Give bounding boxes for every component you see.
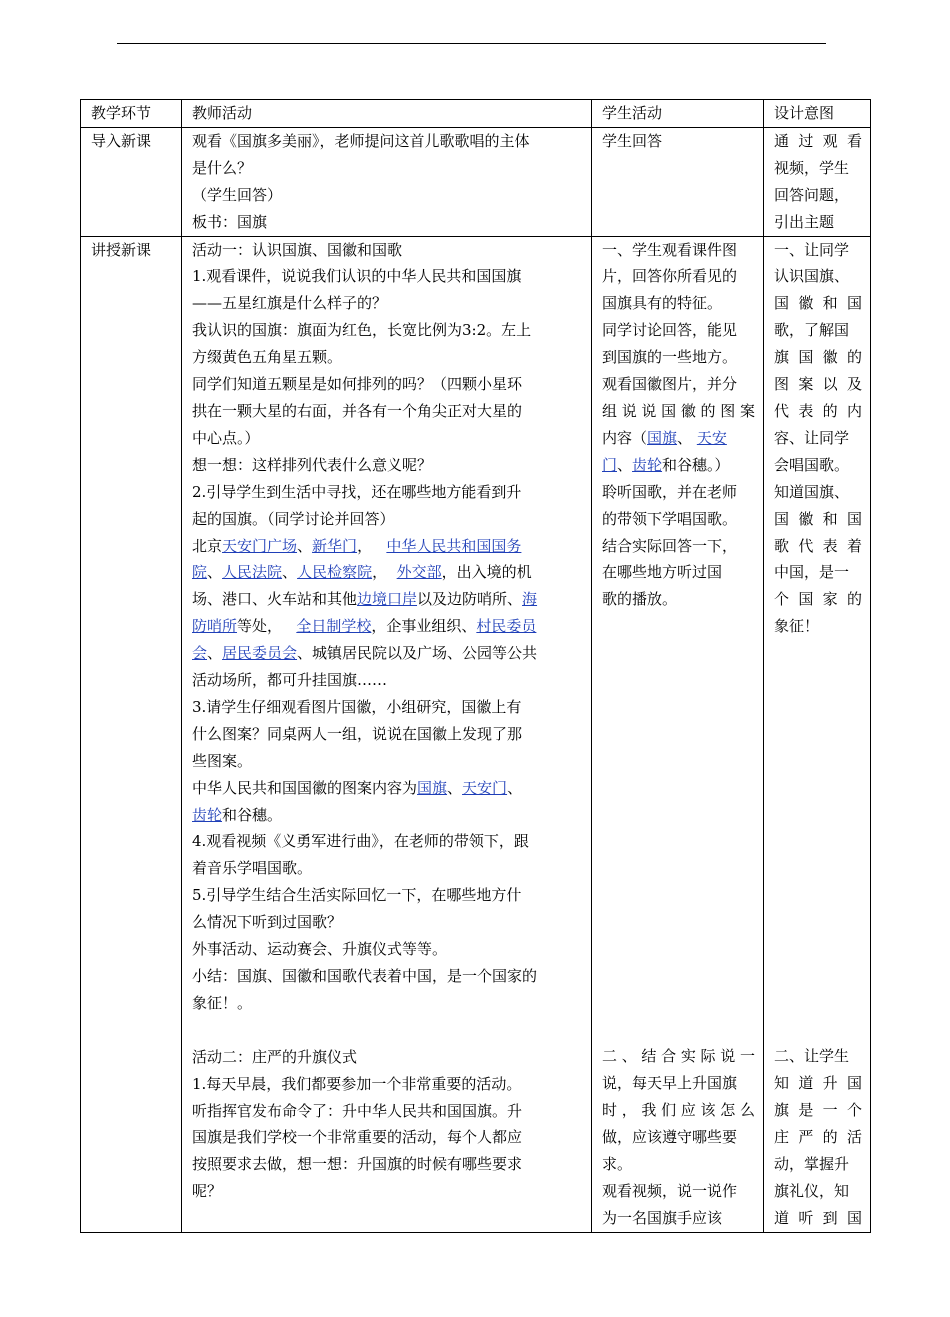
intro-stage: 导入新课 (81, 127, 182, 236)
link-villagers-committee[interactable]: 村民委员 (476, 617, 537, 636)
link-gear[interactable]: 齿轮 (192, 805, 223, 824)
link-border-port[interactable]: 边境口岸 (357, 590, 418, 609)
link-coastal-post[interactable]: 海 (522, 590, 538, 609)
intro-design: 通过观看 视频，学生 回答问题， 引出主题 (764, 127, 871, 236)
lecture-teacher: 活动一：认识国旗、国徽和国歌 1.观看课件，说说我们认识的中华人民共和国国旗 ——五星红旗是什么样子的？ 我认识的国旗：旗面为红色，长宽比例为3:2。左上 方缀黄色五角星五颗。 同学们知道五颗星是如何排列的吗？（四颗小星环 拱在一颗大星的右面，并各有一个角尖正对大星的 中心点。） 想一想：这样排列代表什么意义呢？ 2.引导学生到生活中寻找，还在哪些地方能看到升 起的国旗。（同学讨论并回答） 北京天安门广场、新华门， 中华人民共和国国务 院、人民法院、人民检察院， 外交部，出入境的机 场、港口、火车站和其他边境口岸以及边防哨所、海 防哨所等处， 全日制学校，企事业组织、村民委员 会、居民委员会、城镇居民院以及广场、公园等公共 活动场所，都可升挂国旗…… 3.请学生仔细观看图片国徽，小组研究，国徽上有 什么图案？同桌两人一组，说说在国徽上发现了那 些图案。 中华人民共和国国徽的图案内容为国旗、天安门、 齿轮和谷穗。 4.观看视频《义勇军进行曲》，在老师的带领下，跟 着音乐学唱国歌。 5.引导学生结合生活实际回忆一下，在哪些地方什 么情况下听到过国歌？ 外事活动、运动赛会、升旗仪式等等。 小结：国旗、国徽和国歌代表着中国，是一个国家的 象征！。 活动二：庄严的升旗仪式 1.每天早晨，我们都要参加一个非常重要的活动。 听指挥官发布命令了：升中华人民共和国国旗。升 国旗是我们学校一个非常重要的活动，每个人都应 按照要求去做，想一想：升国旗的时候有哪些要求 呢？ (182, 236, 592, 1233)
link-procuratorate[interactable]: 人民检察院 (297, 563, 373, 582)
header-row (81, 100, 871, 128)
header-rule (117, 43, 826, 44)
link-coastal-post-cont[interactable]: 防哨所 (192, 617, 238, 636)
lesson-plan-table (80, 99, 871, 1233)
header-design: 设计意图 (764, 100, 871, 128)
intro-row (81, 127, 871, 236)
lecture-stage: 讲授新课 (81, 236, 182, 1233)
student-link-gear[interactable]: 齿轮 (632, 455, 663, 474)
link-fulltime-school[interactable]: 全日制学校 (296, 617, 372, 636)
link-state-council[interactable]: 中华人民共和国国务 (386, 536, 522, 555)
link-tiananmen-square[interactable]: 天安门广场 (222, 536, 298, 555)
link-residents-committee[interactable]: 居民委员会 (222, 644, 298, 663)
student-link-tiananmen[interactable]: 天安 (696, 428, 727, 447)
intro-teacher: 观看《国旗多美丽》，老师提问这首儿歌歌唱的主体 是什么？ （学生回答） 板书：国旗 (182, 127, 592, 236)
link-national-flag[interactable]: 国旗 (417, 778, 448, 797)
link-peoples-court[interactable]: 人民法院 (222, 563, 283, 582)
student-link-tiananmen-cont[interactable]: 门 (602, 455, 618, 474)
header-stage: 教学环节 (81, 100, 182, 128)
lecture-design: 一、让同学 认识国旗、 国徽和国 歌，了解国 旗国徽的 图案以及 代表的内 容、让同学 会唱国歌。 知道国旗、 国徽和国 歌代表着 中国，是一 个国家的 象征！ 二、让学生 知道升国 旗是一个 庄严的活 动，掌握升 旗礼仪，知 道听到国 (764, 236, 871, 1233)
lecture-row (81, 236, 871, 1233)
header-student: 学生活动 (592, 100, 764, 128)
header-teacher: 教师活动 (182, 100, 592, 128)
link-state-council-cont[interactable]: 院 (192, 563, 208, 582)
link-villagers-committee-cont[interactable]: 会 (192, 644, 208, 663)
link-tiananmen[interactable]: 天安门 (462, 778, 508, 797)
link-foreign-ministry[interactable]: 外交部 (396, 563, 442, 582)
student-link-national-flag[interactable]: 国旗 (647, 428, 678, 447)
link-xinhuamen[interactable]: 新华门 (312, 536, 358, 555)
lecture-student: 一、学生观看课件图 片，回答你所看见的 国旗具有的特征。 同学讨论回答，能见 到国旗的一些地方。 观看国徽图片，并分 组说说国徽的图案 内容（国旗、 天安 门、齿轮和谷穗。） 聆听国歌，并在老师 的带领下学唱国歌。 结合实际回答一下， 在哪些地方听过国 歌的播放。 二、结合实际说一 说，每天早上升国旗 时，我们应该怎么 做，应该遵守哪些要 求。 观看视频，说一说作 为一名国旗手应该 (592, 236, 764, 1233)
intro-student: 学生回答 (592, 127, 764, 236)
